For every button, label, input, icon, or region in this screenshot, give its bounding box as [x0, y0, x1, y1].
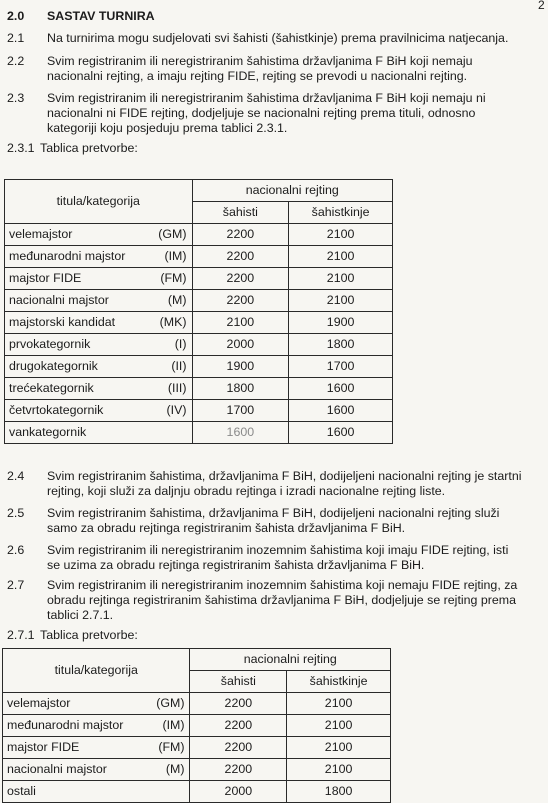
caption-text: Tablica pretvorbe:: [40, 628, 138, 642]
rating-men: 2000: [190, 781, 287, 803]
category-name: majstor FIDE: [9, 271, 82, 285]
category-name: velemajstor: [9, 227, 73, 241]
category-abbr: (I): [174, 337, 187, 351]
table-row: [5, 290, 393, 312]
rating-men: 2000: [192, 334, 289, 356]
category-name: majstor FIDE: [7, 740, 80, 754]
rating-men: 2200: [192, 290, 289, 312]
paragraph-line: tablici 2.7.1.: [47, 608, 114, 622]
header-men: šahisti: [190, 671, 287, 693]
paragraph-line: Svim registriranim ili neregistriranim inozemnim šahistima koji nemaju FIDE rejting, za: [47, 578, 518, 592]
rating-women: 2100: [289, 290, 393, 312]
paragraph-line: samo za obradu rejtinga registriranim šahista državljanima F BiH.: [47, 521, 406, 535]
paragraph-line: rejting, koji služi za daljnju obradu rejtinga i izradi nacionalne rejting liste.: [47, 484, 446, 498]
category-abbr: (M): [167, 293, 187, 307]
paragraph-line: Na turnirima mogu sudjelovati svi šahisti (šahistkinje) prema pravilnicima natjecanja.: [47, 31, 509, 45]
rating-men: 2200: [190, 693, 287, 715]
table-row: [5, 378, 393, 400]
category-abbr: (GM): [156, 696, 185, 710]
rating-men: 1600: [192, 422, 289, 444]
table-row: [5, 268, 393, 290]
table-row: [3, 715, 391, 737]
table-row: [5, 356, 393, 378]
category-abbr: (FM): [158, 740, 185, 754]
rating-women: 1700: [289, 356, 393, 378]
page-number: 2: [538, 0, 545, 12]
rating-women: 2100: [287, 693, 391, 715]
header-category: titula/kategorija: [3, 649, 190, 693]
table-row: [3, 759, 391, 781]
rating-women: 2100: [287, 715, 391, 737]
paragraph-line: Svim registriranim ili neregistriranim inozemnim šahistima koji imaju FIDE rejting, isti: [47, 543, 509, 557]
header-men: šahisti: [192, 202, 289, 224]
rating-women: 1800: [289, 334, 393, 356]
category-name: nacionalni majstor: [9, 293, 109, 307]
header-national-rating: nacionalni rejting: [190, 649, 391, 671]
paragraph-line: Svim registriranim ili neregistriranim šahistima državljanima F BiH koji nemaju: [47, 54, 473, 68]
caption-text: Tablica pretvorbe:: [40, 141, 138, 155]
table-row: [5, 246, 393, 268]
rating-women: 2100: [289, 268, 393, 290]
caption-number: 2.3.1: [7, 141, 35, 155]
table-row: [5, 312, 393, 334]
header-national-rating: nacionalni rejting: [192, 180, 393, 202]
paragraph-line: se uzima za obradu rejtinga registriranim šahista državljanima F BiH.: [47, 558, 425, 572]
table-row: [5, 224, 393, 246]
category-name: nacionalni majstor: [7, 762, 107, 776]
table-row: [5, 400, 393, 422]
category-abbr: (II): [171, 359, 187, 373]
rating-women: 2100: [289, 224, 393, 246]
rating-men: 2100: [192, 312, 289, 334]
section-title: SASTAV TURNIRA: [47, 9, 155, 23]
category-name: prvokategornik: [9, 337, 91, 351]
header-women: šahistkinje: [287, 671, 391, 693]
rating-men: 2200: [192, 246, 289, 268]
category-abbr: (IV): [166, 403, 187, 417]
rating-women: 1600: [289, 422, 393, 444]
rating-men: 1800: [192, 378, 289, 400]
paragraph-line: Svim registriranim šahistima, državljanima F BiH, dodijeljeni nacionalni rejting služi: [47, 506, 500, 520]
category-name: trećekategornik: [9, 381, 94, 395]
rating-women: 1800: [287, 781, 391, 803]
category-abbr: (III): [167, 381, 187, 395]
rating-women: 2100: [287, 759, 391, 781]
category-abbr: (FM): [160, 271, 187, 285]
category-name: međunarodni majstor: [7, 718, 124, 732]
paragraph-line: nacionalni ni FIDE rejting, dodjeljuje se nacionalni rejting prema tituli, odnosno: [47, 106, 476, 120]
rating-men: 2200: [190, 759, 287, 781]
category-abbr: (GM): [158, 227, 187, 241]
category-name: velemajstor: [7, 696, 71, 710]
paragraph-line: kategoriji koju posjeduju prema tablici 2.3.1.: [47, 121, 288, 135]
rating-women: 1600: [289, 400, 393, 422]
category-name: međunarodni majstor: [9, 249, 126, 263]
section-number: 2.0: [7, 9, 25, 23]
paragraph-number: 2.2: [7, 54, 25, 68]
category-name: ostali: [7, 784, 36, 798]
conversion-table-2-3-1: [4, 179, 393, 444]
rating-men: 1900: [192, 356, 289, 378]
table-row: [5, 334, 393, 356]
rating-women: 1900: [289, 312, 393, 334]
rating-men: 2200: [192, 224, 289, 246]
rating-women: 2100: [289, 246, 393, 268]
rating-men: 1700: [192, 400, 289, 422]
conversion-table-2-7-1: [2, 648, 391, 803]
header-category: titula/kategorija: [5, 180, 193, 224]
table-row: [3, 693, 391, 715]
rating-women: 1600: [289, 378, 393, 400]
paragraph-line: obradu rejtinga registriranim šahistima državljanima F BiH, dodjeljuje se rejting prema: [47, 593, 516, 607]
category-abbr: (M): [165, 762, 185, 776]
rating-men: 2200: [192, 268, 289, 290]
paragraph-number: 2.3: [7, 91, 25, 105]
table-row: [3, 781, 391, 803]
category-abbr: (IM): [164, 249, 187, 263]
caption-number: 2.7.1: [7, 628, 35, 642]
header-women: šahistkinje: [289, 202, 393, 224]
category-abbr: (IM): [162, 718, 185, 732]
paragraph-line: Svim registriranim ili neregistriranim šahistima državljanima F BiH koji nemaju ni: [47, 91, 486, 105]
paragraph-number: 2.4: [7, 469, 25, 483]
paragraph-line: Svim registriranim šahistima, državljanima F BiH, dodijeljeni nacionalni rejting je startni: [47, 469, 522, 483]
rating-men: 2200: [190, 715, 287, 737]
category-name: vankategornik: [9, 425, 87, 439]
table-row: [3, 737, 391, 759]
paragraph-number: 2.7: [7, 578, 25, 592]
paragraph-number: 2.6: [7, 543, 25, 557]
table-row: [5, 422, 393, 444]
category-name: drugokategornik: [9, 359, 98, 373]
paragraph-line: nacionalni rejting, a imaju rejting FIDE, rejting se prevodi u nacionalni rejting.: [47, 69, 468, 83]
rating-men: 2200: [190, 737, 287, 759]
paragraph-number: 2.1: [7, 31, 25, 45]
category-name: majstorski kandidat: [9, 315, 116, 329]
category-abbr: (MK): [159, 315, 187, 329]
paragraph-number: 2.5: [7, 506, 25, 520]
rating-women: 2100: [287, 737, 391, 759]
category-name: četvrtokategornik: [9, 403, 104, 417]
